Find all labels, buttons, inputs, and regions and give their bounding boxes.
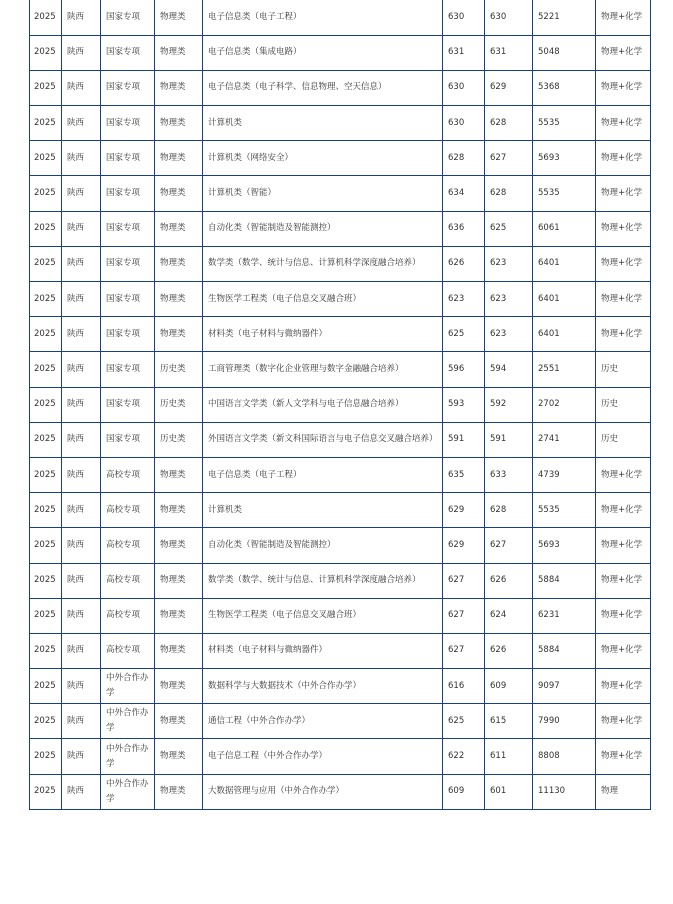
province-cell: 陕西 [62,0,101,35]
required-subjects-cell: 物理+化学 [596,246,651,281]
year-cell: 2025 [30,211,62,246]
min-rank-cell: 5535 [533,106,596,141]
max-score-cell: 627 [443,563,485,598]
province-cell: 陕西 [62,633,101,668]
min-rank-cell: 9097 [533,669,596,704]
table-row [30,669,651,704]
province-cell: 陕西 [62,598,101,633]
max-score-cell: 625 [443,704,485,739]
province-cell: 陕西 [62,176,101,211]
year-cell: 2025 [30,422,62,457]
year-cell: 2025 [30,141,62,176]
subject-type-cell: 物理类 [155,35,203,70]
major-cell: 电子信息类（电子科学、信息物理、空天信息） [203,70,443,105]
max-score-cell: 616 [443,669,485,704]
major-cell: 大数据管理与应用（中外合作办学） [203,774,443,809]
batch-cell: 高校专项 [101,633,155,668]
subject-type-cell: 物理类 [155,282,203,317]
batch-cell: 国家专项 [101,0,155,35]
table-row [30,387,651,422]
max-score-cell: 626 [443,246,485,281]
year-cell: 2025 [30,633,62,668]
batch-cell: 国家专项 [101,141,155,176]
min-score-cell: 625 [485,211,533,246]
province-cell: 陕西 [62,211,101,246]
min-rank-cell: 7990 [533,704,596,739]
batch-cell: 高校专项 [101,457,155,492]
required-subjects-cell: 物理+化学 [596,106,651,141]
year-cell: 2025 [30,70,62,105]
province-cell: 陕西 [62,141,101,176]
max-score-cell: 596 [443,352,485,387]
table-row [30,633,651,668]
table-row [30,211,651,246]
min-score-cell: 626 [485,563,533,598]
year-cell: 2025 [30,704,62,739]
major-cell: 数学类（数学、统计与信息、计算机科学深度融合培养） [203,563,443,598]
batch-cell: 中外合作办学 [101,774,155,809]
major-cell: 计算机类（网络安全） [203,141,443,176]
batch-cell: 国家专项 [101,317,155,352]
subject-type-cell: 物理类 [155,704,203,739]
major-cell: 计算机类 [203,106,443,141]
province-cell: 陕西 [62,528,101,563]
max-score-cell: 627 [443,633,485,668]
year-cell: 2025 [30,106,62,141]
required-subjects-cell: 物理+化学 [596,633,651,668]
subject-type-cell: 物理类 [155,633,203,668]
major-cell: 电子信息类（电子工程） [203,457,443,492]
subject-type-cell: 历史类 [155,422,203,457]
min-score-cell: 629 [485,70,533,105]
table-row [30,70,651,105]
year-cell: 2025 [30,35,62,70]
province-cell: 陕西 [62,493,101,528]
required-subjects-cell: 物理+化学 [596,493,651,528]
subject-type-cell: 物理类 [155,563,203,598]
min-score-cell: 623 [485,282,533,317]
min-score-cell: 591 [485,422,533,457]
batch-cell: 国家专项 [101,176,155,211]
admission-scores-table [29,0,651,810]
major-cell: 中国语言文学类（新人文学科与电子信息融合培养） [203,387,443,422]
table-row [30,282,651,317]
province-cell: 陕西 [62,422,101,457]
max-score-cell: 635 [443,457,485,492]
required-subjects-cell: 物理+化学 [596,317,651,352]
year-cell: 2025 [30,387,62,422]
min-score-cell: 630 [485,0,533,35]
province-cell: 陕西 [62,70,101,105]
table-row [30,106,651,141]
required-subjects-cell: 历史 [596,387,651,422]
subject-type-cell: 物理类 [155,598,203,633]
subject-type-cell: 物理类 [155,211,203,246]
table-row [30,774,651,809]
max-score-cell: 593 [443,387,485,422]
major-cell: 材料类（电子材料与微纳器件） [203,633,443,668]
subject-type-cell: 物理类 [155,493,203,528]
required-subjects-cell: 物理+化学 [596,35,651,70]
max-score-cell: 630 [443,0,485,35]
table-row [30,563,651,598]
max-score-cell: 634 [443,176,485,211]
required-subjects-cell: 历史 [596,422,651,457]
required-subjects-cell: 物理+化学 [596,176,651,211]
year-cell: 2025 [30,176,62,211]
required-subjects-cell: 历史 [596,352,651,387]
min-score-cell: 628 [485,176,533,211]
batch-cell: 高校专项 [101,528,155,563]
min-score-cell: 592 [485,387,533,422]
province-cell: 陕西 [62,387,101,422]
min-rank-cell: 8808 [533,739,596,774]
required-subjects-cell: 物理+化学 [596,211,651,246]
min-score-cell: 615 [485,704,533,739]
batch-cell: 中外合作办学 [101,704,155,739]
min-rank-cell: 5693 [533,528,596,563]
min-score-cell: 623 [485,317,533,352]
min-rank-cell: 11130 [533,774,596,809]
min-score-cell: 628 [485,106,533,141]
province-cell: 陕西 [62,457,101,492]
major-cell: 数据科学与大数据技术（中外合作办学） [203,669,443,704]
min-rank-cell: 2741 [533,422,596,457]
required-subjects-cell: 物理+化学 [596,739,651,774]
batch-cell: 中外合作办学 [101,669,155,704]
required-subjects-cell: 物理+化学 [596,282,651,317]
max-score-cell: 636 [443,211,485,246]
province-cell: 陕西 [62,774,101,809]
year-cell: 2025 [30,317,62,352]
table-row [30,246,651,281]
min-score-cell: 594 [485,352,533,387]
max-score-cell: 623 [443,282,485,317]
major-cell: 外国语言文学类（新文科国际语言与电子信息交叉融合培养） [203,422,443,457]
min-rank-cell: 5368 [533,70,596,105]
min-rank-cell: 2702 [533,387,596,422]
year-cell: 2025 [30,0,62,35]
province-cell: 陕西 [62,704,101,739]
major-cell: 自动化类（智能制造及智能测控） [203,528,443,563]
required-subjects-cell: 物理+化学 [596,528,651,563]
major-cell: 数学类（数学、统计与信息、计算机科学深度融合培养） [203,246,443,281]
batch-cell: 国家专项 [101,352,155,387]
batch-cell: 国家专项 [101,422,155,457]
max-score-cell: 629 [443,493,485,528]
min-score-cell: 633 [485,457,533,492]
min-rank-cell: 6401 [533,282,596,317]
min-score-cell: 609 [485,669,533,704]
required-subjects-cell: 物理+化学 [596,0,651,35]
max-score-cell: 628 [443,141,485,176]
min-score-cell: 626 [485,633,533,668]
table-row [30,528,651,563]
min-score-cell: 627 [485,528,533,563]
min-rank-cell: 5693 [533,141,596,176]
year-cell: 2025 [30,563,62,598]
required-subjects-cell: 物理+化学 [596,704,651,739]
table-row [30,0,651,35]
batch-cell: 国家专项 [101,282,155,317]
min-score-cell: 631 [485,35,533,70]
batch-cell: 高校专项 [101,563,155,598]
year-cell: 2025 [30,739,62,774]
year-cell: 2025 [30,246,62,281]
year-cell: 2025 [30,598,62,633]
required-subjects-cell: 物理+化学 [596,141,651,176]
required-subjects-cell: 物理+化学 [596,70,651,105]
batch-cell: 高校专项 [101,493,155,528]
subject-type-cell: 物理类 [155,774,203,809]
table-row [30,457,651,492]
subject-type-cell: 物理类 [155,176,203,211]
table-row [30,317,651,352]
major-cell: 材料类（电子材料与微纳器件） [203,317,443,352]
max-score-cell: 631 [443,35,485,70]
subject-type-cell: 历史类 [155,387,203,422]
major-cell: 电子信息类（电子工程） [203,0,443,35]
major-cell: 计算机类（智能） [203,176,443,211]
min-rank-cell: 5535 [533,176,596,211]
min-rank-cell: 5884 [533,633,596,668]
major-cell: 生物医学工程类（电子信息交叉融合班） [203,598,443,633]
major-cell: 计算机类 [203,493,443,528]
major-cell: 电子信息类（集成电路） [203,35,443,70]
province-cell: 陕西 [62,106,101,141]
batch-cell: 国家专项 [101,70,155,105]
year-cell: 2025 [30,457,62,492]
min-score-cell: 628 [485,493,533,528]
year-cell: 2025 [30,669,62,704]
table-row [30,739,651,774]
min-rank-cell: 6401 [533,317,596,352]
max-score-cell: 627 [443,598,485,633]
max-score-cell: 625 [443,317,485,352]
required-subjects-cell: 物理+化学 [596,669,651,704]
subject-type-cell: 物理类 [155,106,203,141]
min-rank-cell: 6231 [533,598,596,633]
subject-type-cell: 物理类 [155,739,203,774]
major-cell: 自动化类（智能制造及智能测控） [203,211,443,246]
min-rank-cell: 2551 [533,352,596,387]
year-cell: 2025 [30,774,62,809]
province-cell: 陕西 [62,317,101,352]
min-score-cell: 623 [485,246,533,281]
province-cell: 陕西 [62,35,101,70]
min-rank-cell: 5221 [533,0,596,35]
subject-type-cell: 历史类 [155,352,203,387]
table-row [30,141,651,176]
batch-cell: 国家专项 [101,106,155,141]
batch-cell: 国家专项 [101,246,155,281]
batch-cell: 国家专项 [101,35,155,70]
max-score-cell: 591 [443,422,485,457]
max-score-cell: 622 [443,739,485,774]
year-cell: 2025 [30,493,62,528]
year-cell: 2025 [30,528,62,563]
province-cell: 陕西 [62,739,101,774]
major-cell: 工商管理类（数字化企业管理与数字金融融合培养） [203,352,443,387]
max-score-cell: 609 [443,774,485,809]
province-cell: 陕西 [62,282,101,317]
min-rank-cell: 6401 [533,246,596,281]
subject-type-cell: 物理类 [155,141,203,176]
batch-cell: 高校专项 [101,598,155,633]
year-cell: 2025 [30,282,62,317]
min-rank-cell: 5048 [533,35,596,70]
min-rank-cell: 5884 [533,563,596,598]
min-rank-cell: 6061 [533,211,596,246]
batch-cell: 国家专项 [101,387,155,422]
subject-type-cell: 物理类 [155,0,203,35]
required-subjects-cell: 物理 [596,774,651,809]
required-subjects-cell: 物理+化学 [596,457,651,492]
year-cell: 2025 [30,352,62,387]
table-row [30,704,651,739]
subject-type-cell: 物理类 [155,317,203,352]
table-row [30,176,651,211]
min-score-cell: 627 [485,141,533,176]
subject-type-cell: 物理类 [155,457,203,492]
subject-type-cell: 物理类 [155,669,203,704]
province-cell: 陕西 [62,669,101,704]
major-cell: 生物医学工程类（电子信息交叉融合班） [203,282,443,317]
min-score-cell: 601 [485,774,533,809]
min-rank-cell: 5535 [533,493,596,528]
table-body [30,0,651,809]
min-rank-cell: 4739 [533,457,596,492]
subject-type-cell: 物理类 [155,70,203,105]
table-row [30,352,651,387]
province-cell: 陕西 [62,352,101,387]
subject-type-cell: 物理类 [155,246,203,281]
batch-cell: 国家专项 [101,211,155,246]
required-subjects-cell: 物理+化学 [596,598,651,633]
table-row [30,493,651,528]
min-score-cell: 624 [485,598,533,633]
required-subjects-cell: 物理+化学 [596,563,651,598]
province-cell: 陕西 [62,563,101,598]
major-cell: 电子信息工程（中外合作办学） [203,739,443,774]
batch-cell: 中外合作办学 [101,739,155,774]
min-score-cell: 611 [485,739,533,774]
max-score-cell: 630 [443,106,485,141]
max-score-cell: 629 [443,528,485,563]
subject-type-cell: 物理类 [155,528,203,563]
max-score-cell: 630 [443,70,485,105]
major-cell: 通信工程（中外合作办学） [203,704,443,739]
table-row [30,598,651,633]
table-row [30,35,651,70]
table-row [30,422,651,457]
province-cell: 陕西 [62,246,101,281]
